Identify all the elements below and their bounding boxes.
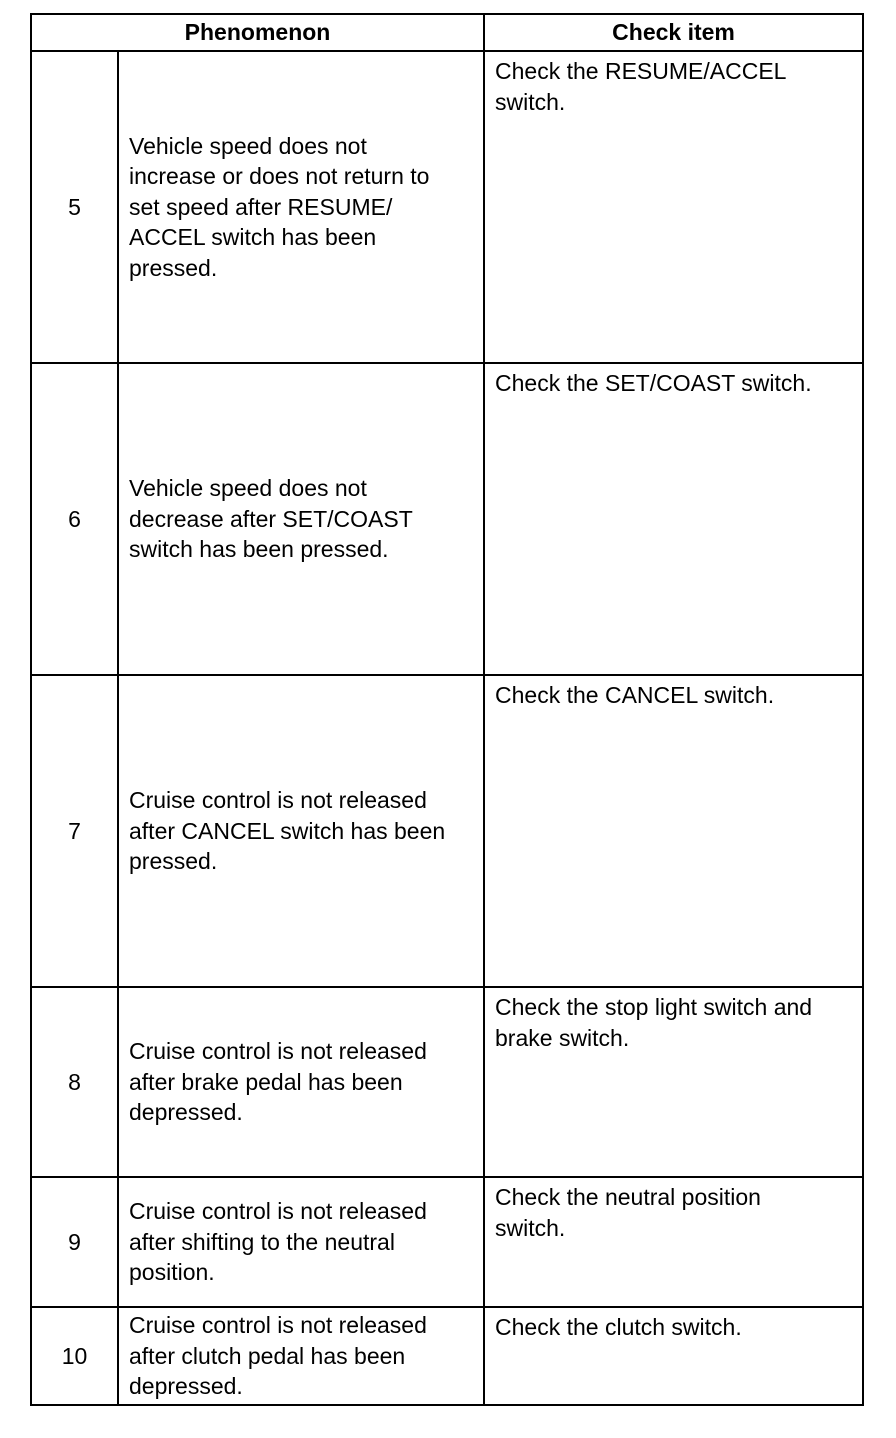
check-item-cell	[484, 675, 863, 987]
table-row	[31, 987, 863, 1177]
row-number: 6	[31, 363, 118, 675]
phenomenon-line: Vehicle speed does not	[129, 132, 367, 159]
check-line: Check the CANCEL switch.	[495, 682, 775, 708]
check-item-cell	[484, 1177, 863, 1307]
phenomenon-line: depressed.	[129, 1099, 243, 1126]
phenomenon-cell	[118, 1307, 484, 1405]
check-line: Check the neutral position	[495, 1184, 761, 1210]
phenomenon-line: depressed.	[129, 1373, 243, 1400]
phenomenon-line: Cruise control is not released	[129, 1198, 427, 1225]
check-line: switch.	[495, 1214, 566, 1241]
phenomenon-cell	[118, 51, 484, 363]
phenomenon-line: switch has been pressed.	[129, 536, 389, 563]
phenomenon-line: after clutch pedal has been	[129, 1342, 406, 1369]
phenomenon-cell	[118, 363, 484, 675]
check-line: Check the clutch switch.	[495, 1314, 742, 1340]
table-row	[31, 1307, 863, 1405]
phenomenon-line: Vehicle speed does not	[129, 475, 367, 502]
phenomenon-line: position.	[129, 1259, 215, 1286]
row-number: 8	[31, 987, 118, 1177]
check-item-cell	[484, 987, 863, 1177]
check-item-cell	[484, 1307, 863, 1405]
phenomenon-cell	[118, 987, 484, 1177]
phenomenon-line: ACCEL switch has been	[129, 224, 377, 251]
phenomenon-line: Cruise control is not released	[129, 1312, 427, 1339]
check-line: Check the stop light switch and	[495, 994, 813, 1020]
phenomenon-line: increase or does not return to	[129, 163, 430, 190]
check-line: switch.	[495, 88, 566, 115]
header-row	[31, 14, 863, 51]
header-check-item: Check item	[484, 14, 863, 51]
check-item-cell	[484, 51, 863, 363]
troubleshooting-table	[30, 13, 864, 1406]
phenomenon-line: pressed.	[129, 848, 218, 875]
phenomenon-line: Cruise control is not released	[129, 787, 427, 814]
check-line: brake switch.	[495, 1024, 630, 1051]
phenomenon-line: pressed.	[129, 254, 218, 281]
phenomenon-line: set speed after RESUME/	[129, 193, 393, 220]
table-row	[31, 675, 863, 987]
phenomenon-line: after shifting to the neutral	[129, 1228, 395, 1255]
phenomenon-line: after CANCEL switch has been	[129, 817, 446, 844]
check-item-cell	[484, 363, 863, 675]
check-line: Check the RESUME/ACCEL	[495, 58, 787, 84]
row-number: 7	[31, 675, 118, 987]
phenomenon-line: after brake pedal has been	[129, 1068, 403, 1095]
row-number: 10	[31, 1307, 118, 1405]
phenomenon-line: decrease after SET/COAST	[129, 505, 413, 532]
header-phenomenon: Phenomenon	[31, 14, 484, 51]
phenomenon-cell	[118, 675, 484, 987]
check-line: Check the SET/COAST switch.	[495, 370, 812, 396]
phenomenon-line: Cruise control is not released	[129, 1038, 427, 1065]
phenomenon-cell	[118, 1177, 484, 1307]
table-row	[31, 363, 863, 675]
table-row	[31, 51, 863, 363]
table-row	[31, 1177, 863, 1307]
row-number: 5	[31, 51, 118, 363]
row-number: 9	[31, 1177, 118, 1307]
